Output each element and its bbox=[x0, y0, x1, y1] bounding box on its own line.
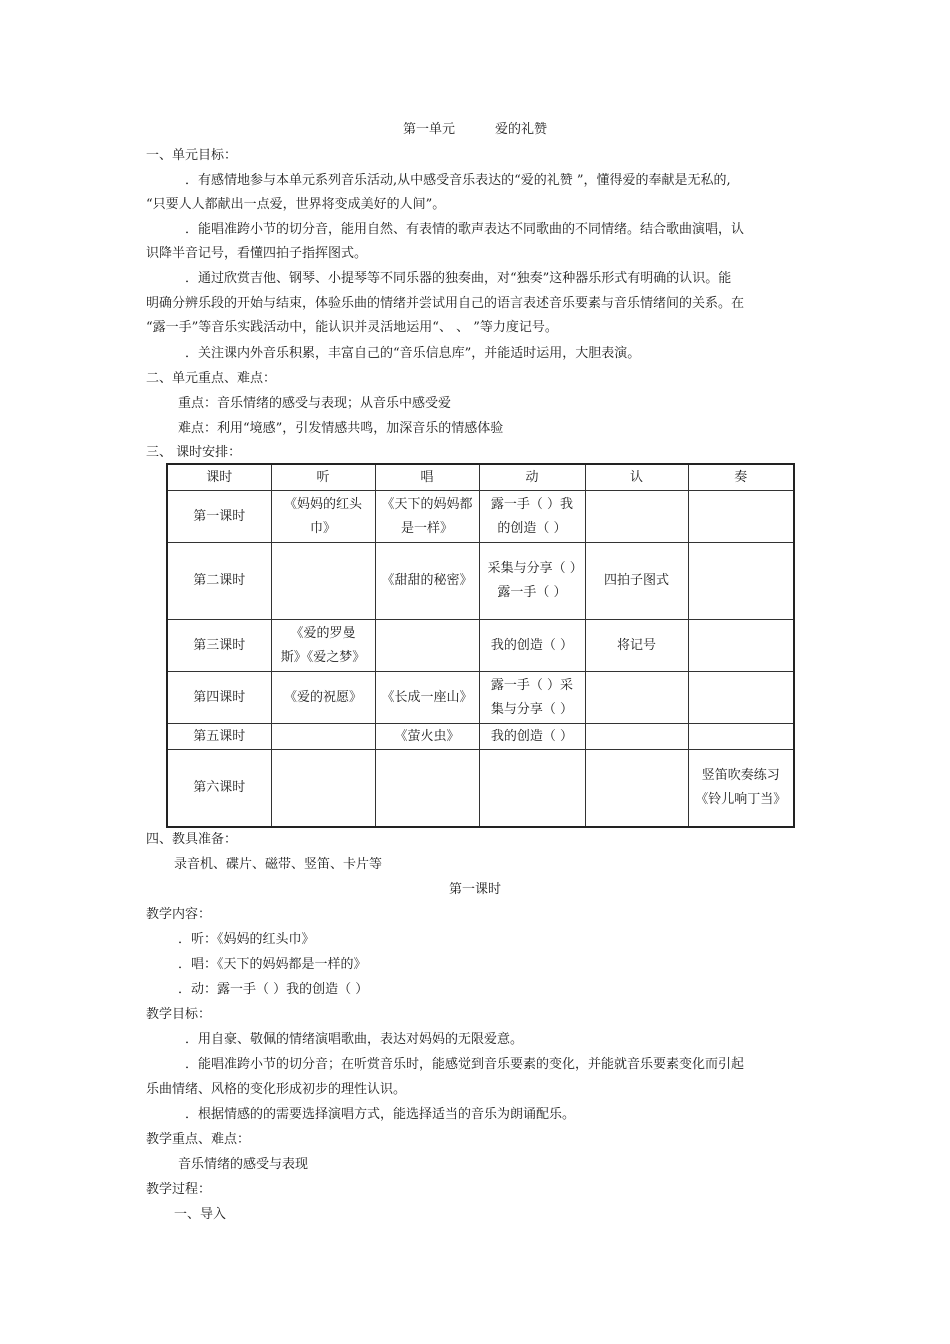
table-cell: 竖笛吹奏练习《铃儿响丁当》 bbox=[688, 750, 794, 827]
col-header-move: 动 bbox=[479, 464, 585, 491]
goals-heading: 一、单元目标： bbox=[146, 148, 238, 163]
lesson-goal-2-line-1: ．能唱准跨小节的切分音；在听赏音乐时，能感觉到音乐要素的变化，并能就音乐要素变化而引起 bbox=[185, 1057, 745, 1072]
tools-heading: 四、教具准备： bbox=[146, 832, 238, 847]
col-header-play: 奏 bbox=[688, 464, 794, 491]
table-cell bbox=[688, 724, 794, 750]
table-cell: 第四课时 bbox=[167, 672, 271, 724]
goal-1-line-2: “只要人人都献出一点爱，世界将变成美好的人间”。 bbox=[146, 197, 446, 212]
table-cell: 将记号 bbox=[585, 620, 688, 672]
table-cell: 第三课时 bbox=[167, 620, 271, 672]
table-cell bbox=[688, 491, 794, 543]
table-cell: 《天下的妈妈都是一样》 bbox=[375, 491, 479, 543]
table-cell: 《妈妈的红头巾》 bbox=[271, 491, 375, 543]
content-heading: 教学内容： bbox=[146, 907, 212, 922]
content-listen: ．听：《妈妈的红头巾》 bbox=[178, 932, 315, 947]
schedule-table bbox=[166, 463, 795, 828]
lesson-goals-heading: 教学目标： bbox=[146, 1007, 212, 1022]
schedule-heading: 三、 课时安排： bbox=[146, 445, 242, 460]
table-cell: 采集与分享（ ）露一手（ ） bbox=[479, 543, 585, 620]
table-row bbox=[167, 620, 794, 672]
goal-3-line-3: “露一手”等音乐实践活动中，能认识并灵活地运用“、 、 ”等力度记号。 bbox=[146, 320, 558, 335]
table-cell bbox=[585, 724, 688, 750]
table-cell: 《爱的罗曼斯》《爱之梦》 bbox=[271, 620, 375, 672]
table-cell: 第一课时 bbox=[167, 491, 271, 543]
goal-2-line-1: ．能唱准跨小节的切分音，能用自然、有表情的歌声表达不同歌曲的不同情绪。结合歌曲演唱，认 bbox=[185, 222, 745, 237]
table-cell: 《萤火虫》 bbox=[375, 724, 479, 750]
unit-title bbox=[0, 121, 950, 139]
table-cell: 第二课时 bbox=[167, 543, 271, 620]
goal-3-line-1: ．通过欣赏吉他、钢琴、小提琴等不同乐器的独奏曲，对“独奏”这种器乐形式有明确的认识。能 bbox=[185, 271, 732, 286]
keypoint-difficulty: 难点：利用“境感”，引发情感共鸣，加深音乐的情感体验 bbox=[178, 421, 504, 436]
lesson-focus: 音乐情绪的感受与表现 bbox=[178, 1157, 309, 1172]
unit-number: 第一单元 bbox=[402, 122, 455, 137]
table-cell: 第六课时 bbox=[167, 750, 271, 827]
table-header-row bbox=[167, 464, 794, 491]
table-cell: 四拍子图式 bbox=[585, 543, 688, 620]
table-cell bbox=[585, 672, 688, 724]
goal-3-line-2: 明确分辨乐段的开始与结束，体验乐曲的情绪并尝试用自己的语言表述音乐要素与音乐情绪间的关系。在 bbox=[146, 296, 745, 311]
goal-4: ．关注课内外音乐积累，丰富自己的“音乐信息库”，并能适时运用，大胆表演。 bbox=[185, 346, 641, 361]
table-row bbox=[167, 750, 794, 827]
lesson-goal-3: ．根据情感的的需要选择演唱方式，能选择适当的音乐为朗诵配乐。 bbox=[185, 1107, 576, 1122]
process-step-1: 一、导入 bbox=[174, 1207, 227, 1222]
table-cell bbox=[479, 750, 585, 827]
keypoints-heading: 二、单元重点、难点： bbox=[146, 371, 277, 386]
table-cell bbox=[688, 620, 794, 672]
table-cell: 第五课时 bbox=[167, 724, 271, 750]
content-sing: ．唱：《天下的妈妈都是一样的》 bbox=[178, 957, 367, 972]
table-cell bbox=[271, 724, 375, 750]
keypoint-focus: 重点：音乐情绪的感受与表现；从音乐中感受爱 bbox=[178, 396, 452, 411]
lesson-1-title: 第一课时 bbox=[448, 882, 501, 897]
table-row bbox=[167, 672, 794, 724]
content-move: ．动：露一手（ ）我的创造（ ） bbox=[178, 982, 369, 997]
table-cell bbox=[271, 750, 375, 827]
table-cell bbox=[585, 750, 688, 827]
table-cell bbox=[375, 620, 479, 672]
process-heading: 教学过程： bbox=[146, 1182, 212, 1197]
table-cell: 《甜甜的秘密》 bbox=[375, 543, 479, 620]
table-cell: 我的创造（ ） bbox=[479, 724, 585, 750]
col-header-lesson: 课时 bbox=[167, 464, 271, 491]
table-cell bbox=[375, 750, 479, 827]
lesson-focus-heading: 教学重点、难点： bbox=[146, 1132, 251, 1147]
col-header-sing: 唱 bbox=[375, 464, 479, 491]
table-row bbox=[167, 491, 794, 543]
goal-1-line-1: ．有感情地参与本单元系列音乐活动,从中感受音乐表达的“爱的礼赞 ”，懂得爱的奉献是无私的, bbox=[185, 173, 731, 188]
goal-2-line-2: 识降半音记号，看懂四拍子指挥图式。 bbox=[146, 246, 368, 261]
table-row bbox=[167, 724, 794, 750]
lesson-goal-2-line-2: 乐曲情绪、风格的变化形成初步的理性认识。 bbox=[146, 1082, 407, 1097]
tools-list: 录音机、碟片、磁带、竖笛、卡片等 bbox=[174, 857, 383, 872]
table-row bbox=[167, 543, 794, 620]
col-header-learn: 认 bbox=[585, 464, 688, 491]
table-cell: 《爱的祝愿》 bbox=[271, 672, 375, 724]
table-cell bbox=[688, 672, 794, 724]
table-cell bbox=[271, 543, 375, 620]
table-cell: 露一手（ ）采集与分享（ ） bbox=[479, 672, 585, 724]
table-cell bbox=[688, 543, 794, 620]
table-cell: 《长成一座山》 bbox=[375, 672, 479, 724]
unit-theme: 爱的礼赞 bbox=[495, 122, 548, 137]
col-header-listen: 听 bbox=[271, 464, 375, 491]
table-cell: 我的创造（ ） bbox=[479, 620, 585, 672]
table-cell: 露一手（ ）我的创造（ ） bbox=[479, 491, 585, 543]
table-cell bbox=[585, 491, 688, 543]
lesson-goal-1: ．用自豪、敬佩的情绪演唱歌曲，表达对妈妈的无限爱意。 bbox=[185, 1032, 524, 1047]
